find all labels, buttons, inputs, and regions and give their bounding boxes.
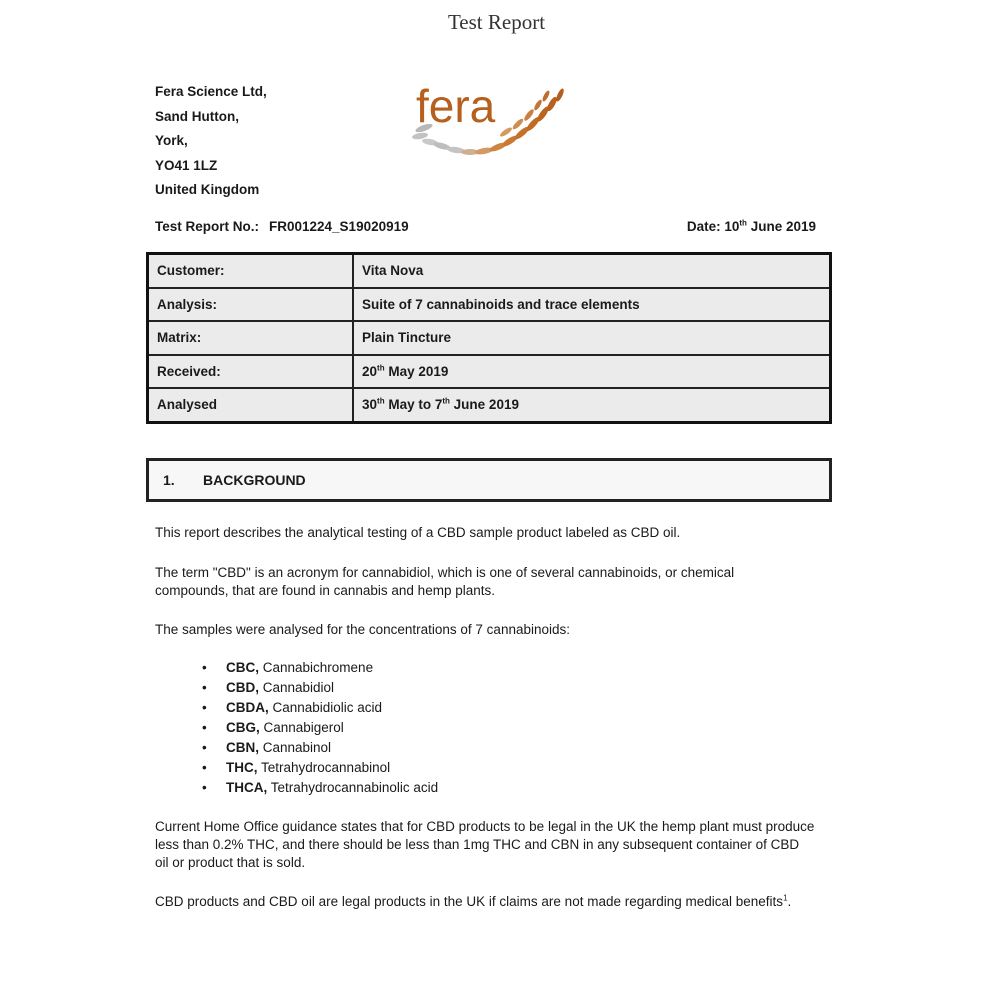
cannabinoid-name: Cannabichromene: [259, 660, 374, 675]
cannabinoid-abbr: CBDA,: [226, 700, 269, 715]
paragraph: The samples were analysed for the concentrations of 7 cannabinoids:: [155, 622, 570, 637]
report-number-value: FR001224_S19020919: [269, 219, 409, 234]
table-row: [148, 321, 831, 355]
bullet-icon: •: [202, 680, 207, 695]
paragraph-end: .: [787, 894, 792, 909]
info-table: [146, 252, 832, 424]
analysed-suffix: th: [442, 396, 450, 406]
analysed-day: 30: [362, 397, 378, 413]
address-line: United Kingdom: [155, 182, 260, 197]
report-date-label: Date: 10: [686, 219, 740, 234]
list-item: [202, 778, 438, 798]
section-number: 1.: [163, 472, 175, 488]
received-day: 20: [362, 363, 378, 379]
cannabinoid-list: [202, 658, 438, 798]
cannabinoid-abbr: CBC,: [226, 660, 259, 675]
logo-wordmark: fera: [416, 80, 496, 132]
analysis-value: Suite of 7 cannabinoids and trace elements: [353, 288, 831, 322]
table-row: [148, 254, 831, 288]
list-item: [202, 658, 438, 678]
received-label: Received:: [148, 355, 354, 389]
report-date-rest: June 2019: [746, 219, 816, 234]
report-line: [155, 219, 816, 239]
analysed-mid: May to 7: [384, 397, 443, 413]
fera-logo: [398, 80, 588, 162]
table-row: [148, 355, 831, 389]
bullet-icon: •: [202, 700, 207, 715]
cannabinoid-name: Tetrahydrocannabinol: [257, 760, 391, 775]
analysed-suffix: th: [377, 396, 385, 406]
matrix-label: Matrix:: [148, 321, 354, 355]
cannabinoid-abbr: CBD,: [226, 680, 259, 695]
analysed-rest: June 2019: [449, 397, 519, 413]
list-item: [202, 718, 438, 738]
list-item: [202, 698, 438, 718]
received-value: [353, 355, 831, 389]
paragraph: [155, 893, 835, 911]
paragraph: This report describes the analytical testing of a CBD sample product labeled as CBD oil.: [155, 525, 681, 540]
cannabinoid-abbr: CBG,: [226, 720, 260, 735]
analysed-value: [353, 388, 831, 422]
list-item: [202, 738, 438, 758]
table-row: [148, 288, 831, 322]
bullet-icon: •: [202, 720, 207, 735]
customer-value: Vita Nova: [353, 254, 831, 288]
cannabinoid-name: Cannabidiolic acid: [268, 700, 383, 715]
report-date: [687, 219, 816, 234]
section-heading: [146, 458, 832, 502]
bullet-icon: •: [202, 760, 207, 775]
list-item: [202, 678, 438, 698]
report-date-suffix: th: [739, 218, 747, 228]
analysis-label: Analysis:: [148, 288, 354, 322]
cannabinoid-name: Cannabigerol: [259, 720, 344, 735]
address-block: [155, 80, 267, 203]
cannabinoid-abbr: THCA,: [226, 780, 268, 795]
page-title: Test Report: [447, 10, 546, 34]
received-rest: May 2019: [384, 363, 449, 379]
cannabinoid-name: Cannabinol: [259, 740, 332, 755]
address-line: York,: [155, 133, 188, 148]
paragraph: The term "CBD" is an acronym for cannabidiol, which is one of several cannabinoids, or chemical compounds, that are found in cannabis and hemp plants.: [155, 565, 735, 598]
paragraph: Current Home Office guidance states that for CBD products to be legal in the UK the hemp plant must produce less than 0.2% THC, and there should be less than 1mg THC and CBN in any subsequent container of CBD oil or product that is sold.: [155, 819, 815, 870]
bullet-icon: •: [202, 660, 207, 675]
bullet-icon: •: [202, 780, 207, 795]
address-line: Sand Hutton,: [155, 108, 239, 124]
table-row: [148, 388, 831, 422]
customer-label: Customer:: [148, 254, 354, 288]
paragraph-text: CBD products and CBD oil are legal products in the UK if claims are not made regarding medical benefits: [155, 894, 784, 909]
address-line: YO41 1LZ: [155, 157, 218, 173]
address-line: Fera Science Ltd,: [155, 84, 267, 99]
cannabinoid-abbr: THC,: [226, 760, 258, 775]
matrix-value: Plain Tincture: [353, 321, 831, 355]
section-title: BACKGROUND: [203, 472, 306, 488]
list-item: [202, 758, 438, 778]
report-number: [155, 219, 409, 234]
cannabinoid-name: Cannabidiol: [259, 680, 335, 695]
analysed-label: Analysed: [148, 388, 354, 422]
footnote-marker: 1: [783, 893, 788, 903]
cannabinoid-name: Tetrahydrocannabinolic acid: [267, 780, 439, 795]
received-suffix: th: [377, 363, 385, 373]
bullet-icon: •: [202, 740, 207, 755]
cannabinoid-abbr: CBN,: [226, 740, 259, 755]
report-number-label: Test Report No.:: [155, 219, 259, 234]
